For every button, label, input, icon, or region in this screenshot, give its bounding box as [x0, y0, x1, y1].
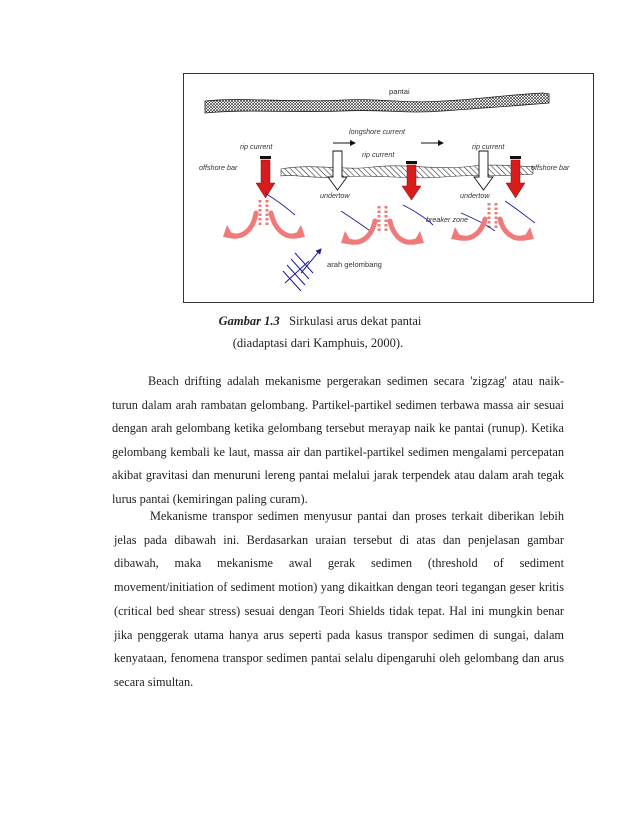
label-longshore-current: longshore current [349, 127, 405, 136]
paragraph-2-text: Mekanisme transpor sedimen menyusur pantai dan proses terkait diberikan lebih jelas pada dibawah ini. Berdasarkan uraian tersebut di atas dan penjelasan gambar dibawah, maka mekanisme awal gerak sedimen (threshold of sediment movement/initiation of sediment motion) yang dikaitkan dengan teori tegangan geser kritis (critical bed shear stress) sesuai dengan Teori Shields tidak tepat. Hal ini mungkin benar jika penggerak utama hanya arus seperti pada kasus transpor sedimen di sungai, dalam kenyataan, fenomena transpor sedimen pantai selalu dipengaruhi oleh gelombang dan arus secara simultan. [114, 509, 564, 689]
figure-caption [90, 314, 550, 329]
label-undertow-right: undertow [460, 191, 490, 200]
label-rip-current-center: rip current [362, 150, 395, 159]
label-breaker-zone: breaker zone [426, 215, 468, 224]
figure-caption-source: (diadaptasi dari Kamphuis, 2000). [232, 336, 404, 350]
paragraph-1-text: Beach drifting adalah mekanisme pergerakan sedimen secara 'zigzag' atau naik-turun dalam arah rambatan gelombang. Partikel-partikel sedimen terbawa massa air sesuai dengan arah gelombang ketika gelombang tersebut merayap naik ke pantai (runup). Ketika gelombang kembali ke laut, massa air dan partikel-partikel sedimen mengalami percepatan akibat gravitasi dan menuruni lereng pantai melalui jarak terpendek atau dalam arah tegak lurus pantai (kemiringan paling curam). [112, 374, 564, 506]
label-offshore-bar-left: offshore bar [199, 163, 238, 172]
circulation-diagram [183, 73, 594, 303]
caption-label: Gambar 1.3 [218, 314, 280, 328]
caption-title: Sirkulasi arus dekat pantai [289, 314, 422, 328]
label-offshore-bar-right: offshore bar [531, 163, 570, 172]
label-pantai: pantai [389, 87, 410, 96]
label-rip-current-right: rip current [472, 142, 505, 151]
label-arah-gelombang: arah gelombang [327, 260, 382, 269]
paragraph-sediment-transport [114, 505, 564, 695]
figure-coastal-circulation [183, 73, 594, 303]
paragraph-beach-drifting [112, 370, 564, 511]
label-rip-current-left: rip current [240, 142, 273, 151]
label-undertow-left: undertow [320, 191, 350, 200]
